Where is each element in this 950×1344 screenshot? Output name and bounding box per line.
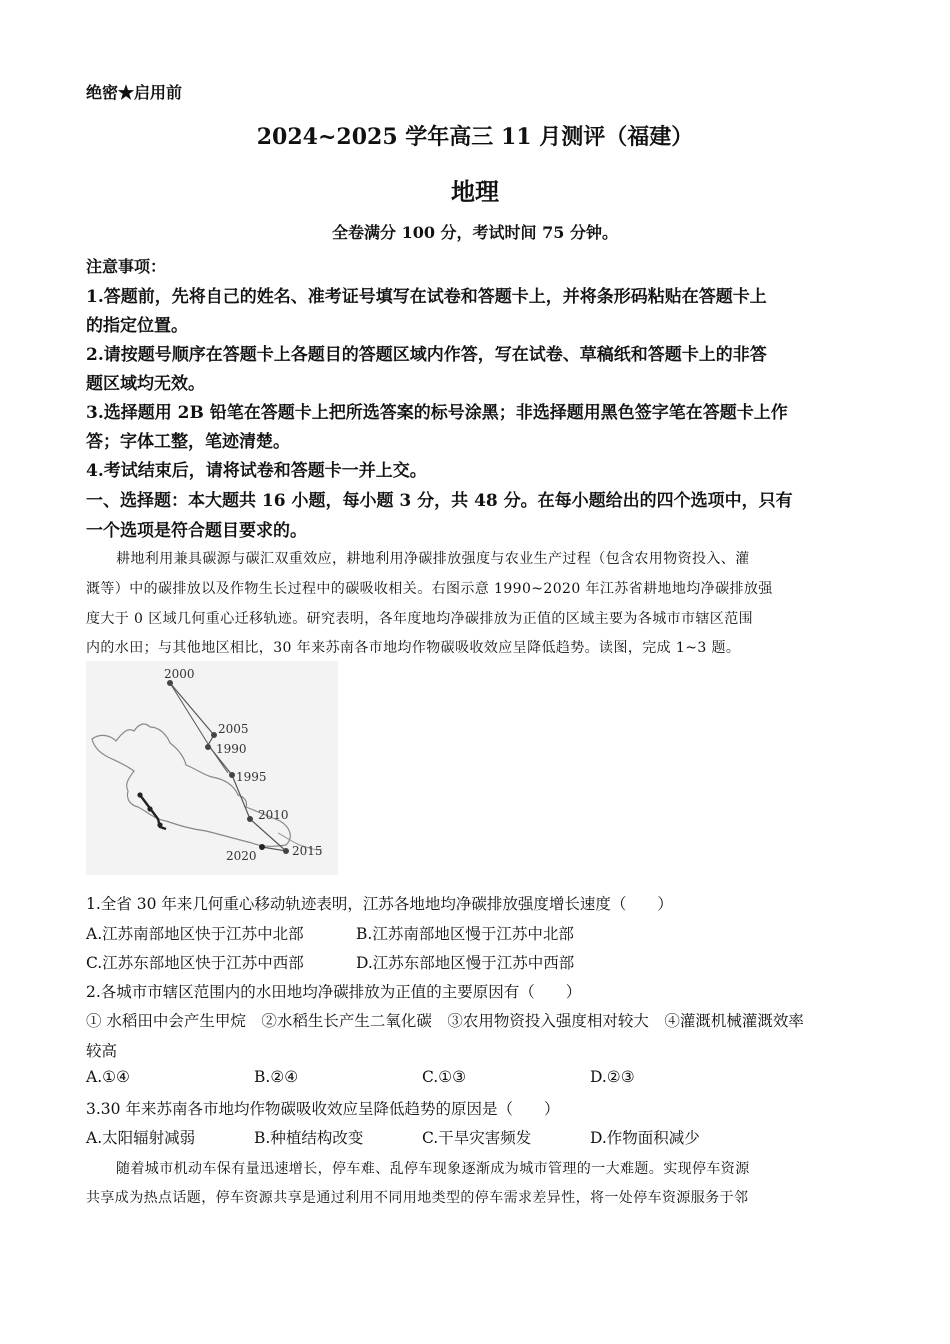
passage-line: 耕地利用兼具碳源与碳汇双重效应，耕地利用净碳排放强度与农业生产过程（包含农用物资投入、灌	[116, 551, 750, 567]
year-label: 2015	[292, 844, 323, 858]
notes-heading: 注意事项：	[86, 257, 167, 276]
note-line: 1.答题前，先将自己的姓名、准考证号填写在试卷和答题卡上，并将条形码粘贴在答题卡上	[86, 287, 767, 307]
note-line: 3.选择题用 2B 铅笔在答题卡上把所选答案的标号涂黑；非选择题用黑色签字笔在答题卡上作	[86, 403, 788, 423]
section-heading: 一、选择题：本大题共 16 小题，每小题 3 分，共 48 分。在每小题给出的四个选项中，只有	[86, 491, 793, 511]
note-line: 题区域均无效。	[86, 374, 205, 394]
question-3-stem: 3.30 年来苏南各市地均作物碳吸收效应呈降低趋势的原因是（ ）	[86, 1100, 560, 1118]
question-3-option-a: A.太阳辐射减弱	[86, 1129, 196, 1147]
passage-line: 共享成为热点话题，停车资源共享是通过利用不同用地类型的停车需求差异性，将一处停车资源服务于邻	[86, 1190, 749, 1206]
year-label: 1990	[216, 742, 247, 756]
passage-line: 度大于 0 区域几何重心迁移轨迹。研究表明，各年度地均净碳排放为正值的区域主要为各城市市辖区范围	[86, 611, 754, 627]
year-label: 1995	[236, 770, 267, 784]
point-2020	[259, 844, 265, 850]
question-1-stem: 1.全省 30 年来几何重心移动轨迹表明，江苏各地地均净碳排放强度增长速度（ ）	[86, 895, 673, 913]
question-2-option-c: C.①③	[422, 1068, 467, 1086]
passage-line: 随着城市机动车保有量迅速增长，停车难、乱停车现象逐渐成为城市管理的一大难题。实现停车资源	[116, 1161, 750, 1177]
passage-line: 内的水田；与其他地区相比，30 年来苏南各市地均作物碳吸收效应呈降低趋势。读图，完成 1~3 题。	[86, 640, 741, 656]
question-1-option-c: C.江苏东部地区快于江苏中西部	[86, 954, 304, 972]
question-3-option-d: D.作物面积减少	[590, 1129, 700, 1147]
question-2-items-cont: 较高	[86, 1042, 118, 1060]
note-line: 4.考试结束后，请将试卷和答题卡一并上交。	[86, 461, 427, 481]
year-label: 2020	[226, 849, 257, 863]
score-time-info: 全卷满分 100 分，考试时间 75 分钟。	[332, 223, 618, 242]
question-3-option-b: B.种植结构改变	[254, 1129, 364, 1147]
question-2-option-a: A.①④	[86, 1068, 130, 1086]
exam-title: 2024~2025 学年高三 11 月测评（福建）	[256, 124, 694, 150]
point-2010	[247, 816, 253, 822]
point-1995	[229, 772, 235, 778]
question-3-option-c: C.干旱灾害频发	[422, 1129, 532, 1147]
passage-line: 溉等）中的碳排放以及作物生长过程中的碳吸收相关。右图示意 1990~2020 年江苏省耕地地均净碳排放强	[86, 581, 773, 597]
centroid-trajectory-map	[86, 661, 338, 875]
section-heading: 一个选项是符合题目要求的。	[86, 521, 307, 541]
year-label: 2010	[258, 808, 289, 822]
confidential-mark: 绝密★启用前	[86, 83, 183, 102]
question-2-items: ① 水稻田中会产生甲烷 ②水稻生长产生二氧化碳 ③农用物资投入强度相对较大 ④灌溉机械灌溉效率	[86, 1012, 804, 1030]
question-2-option-b: B.②④	[254, 1068, 299, 1086]
year-label: 2000	[164, 667, 195, 681]
question-1-option-b: B.江苏南部地区慢于江苏中北部	[356, 925, 574, 943]
year-label: 2005	[218, 722, 249, 736]
question-2-option-d: D.②③	[590, 1068, 635, 1086]
subject-title: 地理	[451, 177, 499, 206]
note-line: 答；字体工整，笔迹清楚。	[86, 432, 290, 452]
point-2005	[211, 732, 217, 738]
question-2-stem: 2.各城市市辖区范围内的水田地均净碳排放为正值的主要原因有（ ）	[86, 983, 582, 1001]
point-2015	[283, 848, 289, 854]
note-line: 的指定位置。	[86, 316, 188, 336]
point-1990	[205, 744, 211, 750]
question-1-option-a: A.江苏南部地区快于江苏中北部	[86, 925, 304, 943]
question-1-option-d: D.江苏东部地区慢于江苏中西部	[356, 954, 575, 972]
trajectory-line	[170, 683, 286, 851]
note-line: 2.请按题号顺序在答题卡上各题目的答题区域内作答，写在试卷、草稿纸和答题卡上的非答	[86, 345, 767, 365]
